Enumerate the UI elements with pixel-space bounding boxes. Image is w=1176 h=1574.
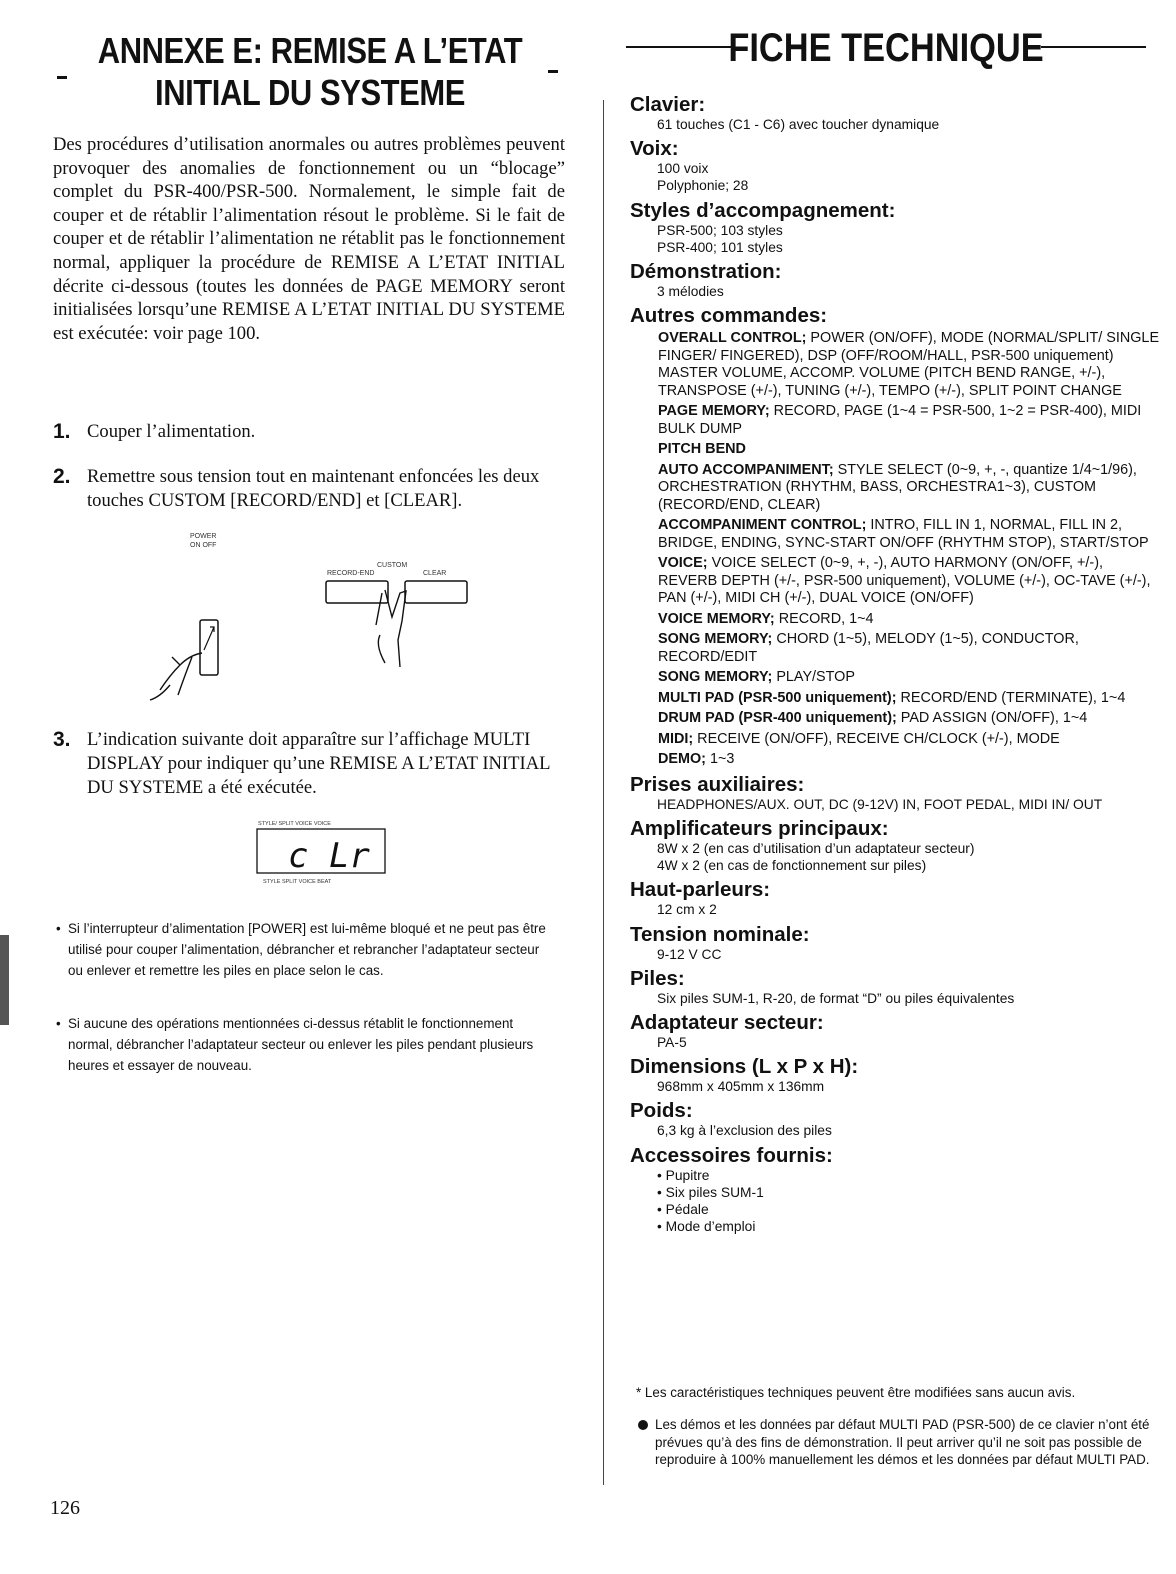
command-item — [658, 690, 1165, 708]
spec-heading: Adaptateur secteur: — [630, 1010, 824, 1034]
spec-line: 4W x 2 (en cas de fonctionnement sur piles) — [657, 858, 927, 874]
command-label: DRUM PAD (PSR-400 uniquement); — [658, 710, 897, 727]
spec-title-banner — [626, 24, 1146, 72]
command-text: CHORD (1~5), MELODY (1~5), CONDUCTOR, RECORD/EDIT — [658, 631, 1079, 665]
power-switch-drawing — [200, 620, 218, 675]
spec-line: 61 touches (C1 - C6) avec toucher dynamique — [657, 117, 940, 132]
spec-tension — [630, 923, 1165, 963]
command-item — [658, 611, 1165, 629]
command-label: VOICE; — [658, 555, 708, 572]
spec-line: • Pupitre — [657, 1167, 710, 1183]
command-label: ACCOMPANIMENT CONTROL; — [658, 517, 867, 534]
command-text: STYLE SELECT (0~9, +, -, quantize 1/4~1/96), ORCHESTRATION (RHYTHM, BASS, ORCHESTRA1~3), CUSTOM (RECORD/END, CLEAR) — [658, 461, 1137, 513]
step-text: Couper l’alimentation. — [87, 421, 256, 442]
spec-line: • Mode d’emploi — [657, 1219, 756, 1235]
spec-line: 8W x 2 (en cas d’utilisation d’un adaptateur secteur) — [657, 840, 975, 856]
spec-heading: Prises auxiliaires: — [630, 772, 805, 796]
command-item — [658, 403, 1165, 438]
demo-disclaimer — [637, 1416, 1157, 1469]
command-text: RECORD, PAGE (1~4 = PSR-500, 1~2 = PSR-400), MIDI BULK DUMP — [658, 403, 1142, 437]
spec-line: 6,3 kg à l’exclusion des piles — [657, 1123, 832, 1139]
spec-heading: Piles: — [630, 966, 685, 990]
spec-heading: Voix: — [630, 137, 679, 161]
command-text: VOICE SELECT (0~9, +, -), AUTO HARMONY (ON/OFF, +/-), REVERB DEPTH (+/-, PSR-500 uniquement), VOLUME (+/-), OC-TAVE (+/-), PAN (+/-), MIDI CH (+/-), DUAL VOICE (ON/OFF) — [658, 555, 1151, 607]
spec-heading: Démonstration: — [630, 260, 782, 284]
command-text: RECORD, 1~4 — [774, 610, 874, 627]
spec-list — [630, 93, 1165, 1239]
command-item — [658, 669, 1165, 687]
intro-paragraph: Des procédures d’utilisation anormales ou autres problèmes peuvent provoquer des anomalies de fonctionnement ou un “blocage” complet du PSR-400/PSR-500. Normalement, le simple fait de couper et de rétablir l’alimentation résout le problème. Si le fait de couper et de rétablir l’alimentation ne rétablit pas le fonctionnement normal, appliquer la procédure de REMISE A L’ETAT INITIAL décrite ci-dessous (toutes les données de PAGE MEMORY seront initialisées lorsqu’une REMISE A L’ETAT INITIAL DU SYSTEME est exécutée: voir page 100. — [53, 134, 565, 344]
step-text: Remettre sous tension tout en maintenant enfoncées les deux touches CUSTOM [RECORD/END] et [CLEAR]. — [87, 466, 540, 511]
custom-label: CUSTOM — [377, 562, 408, 569]
command-label: SONG MEMORY; — [658, 631, 773, 648]
note-text: Si aucune des opérations mentionnées ci-dessus rétablit le fonctionnement normal, débrancher l’adaptateur secteur ou enlever les piles pendant plusieurs heures et essayer de nouveau. — [68, 1016, 534, 1073]
command-item — [658, 441, 1165, 459]
on-off-label: ON OFF — [190, 542, 217, 549]
command-label: SONG MEMORY; — [658, 669, 773, 686]
command-label: VOICE MEMORY; — [658, 610, 775, 627]
step-text: L’indication suivante doit apparaître sur l’affichage MULTI DISPLAY pour indiquer qu’une REMISE A L’ETAT INITIAL DU SYSTEME a été exécutée. — [87, 729, 550, 798]
spec-prises — [630, 773, 1165, 813]
command-text: POWER (ON/OFF), MODE (NORMAL/SPLIT/ SINGLE FINGER/ FINGERED), DSP (OFF/ROOM/HALL, PSR-500 uniquement) MASTER VOLUME, ACCOMP. VOLUME (PITCH BEND RANGE, +/-), TRANSPOSE (+/-), TUNING (+/-), TEMPO (+/-), SPLIT POINT CHANGE — [658, 330, 1160, 399]
command-item — [658, 710, 1165, 728]
bullet: • — [56, 1016, 61, 1031]
bullet-dot-icon — [638, 1420, 648, 1430]
bullet: • — [56, 921, 61, 936]
command-text: INTRO, FILL IN 1, NORMAL, FILL IN 2, BRIDGE, ENDING, SYNC-START ON/OFF (RHYTHM STOP), START/STOP — [658, 517, 1149, 551]
annex-title — [78, 30, 542, 114]
clear-button-drawing — [405, 581, 467, 603]
note-power-blocked — [56, 918, 556, 981]
multi-display-illustration — [253, 815, 393, 895]
step-3 — [53, 728, 565, 800]
spec-accessoires — [630, 1144, 1165, 1236]
command-item — [658, 631, 1165, 666]
command-item — [658, 751, 1165, 769]
command-text: 1~3 — [705, 751, 735, 768]
command-label: PAGE MEMORY; — [658, 403, 770, 420]
spec-demonstration — [630, 260, 1165, 300]
command-item — [658, 330, 1165, 400]
display-bottom-labels: STYLE SPLIT VOICE BEAT — [263, 879, 332, 885]
step-number: 1. — [53, 420, 71, 443]
arrow-icon — [204, 627, 214, 650]
spec-line: 12 cm x 2 — [657, 902, 717, 918]
spec-line: PSR-500; 103 styles — [657, 222, 783, 238]
step-number: 2. — [53, 465, 71, 488]
spec-heading: Amplificateurs principaux: — [630, 816, 889, 840]
command-text: RECEIVE (ON/OFF), RECEIVE CH/CLOCK (+/-), MODE — [693, 730, 1060, 747]
power-reset-illustration — [130, 525, 490, 705]
command-item — [658, 555, 1165, 608]
spec-line: • Six piles SUM-1 — [657, 1184, 764, 1200]
spec-heading: Dimensions (L x P x H): — [630, 1055, 859, 1079]
spec-line: Six piles SUM-1, R-20, de format “D” ou piles équivalentes — [657, 990, 1015, 1006]
power-label: POWER — [190, 533, 217, 540]
note-text: Si l’interrupteur d’alimentation [POWER] est lui-même bloqué et ne peut pas être utilisé pour couper l’alimentation, débrancher et rebrancher l’adaptateur secteur ou enlever et remettre les piles en place selon le cas. — [68, 921, 546, 978]
side-edge-tab — [0, 935, 9, 1025]
display-reading: c Lr — [288, 836, 370, 876]
demo-disclaimer-text: Les démos et les données par défaut MULTI PAD (PSR-500) de ce clavier n’ont été prévues qu’à des fins de démonstration. Il peut arriver qu’il ne soit pas possible de reproduire à 100% manuellement les démos et les données par défaut MULTI PAD. — [655, 1417, 1150, 1467]
spec-heading: Clavier: — [630, 93, 706, 116]
spec-line: 100 voix — [657, 161, 709, 177]
spec-adaptateur — [630, 1011, 1165, 1051]
pressing-hand-icon — [150, 653, 202, 700]
spec-heading: Poids: — [630, 1099, 693, 1123]
two-finger-hand-icon — [376, 590, 406, 667]
spec-heading: Autres commandes: — [630, 304, 828, 328]
clear-label: CLEAR — [423, 570, 447, 577]
note-still-blocked — [56, 1013, 556, 1076]
command-text: RECORD/END (TERMINATE), 1~4 — [896, 689, 1126, 706]
spec-line: 968mm x 405mm x 136mm — [657, 1079, 825, 1095]
spec-amplificateurs — [630, 817, 1165, 874]
annex-title-line-2: INITIAL DU SYSTEME — [155, 72, 465, 113]
spec-dimensions — [630, 1055, 1165, 1095]
spec-clavier — [630, 93, 1165, 133]
spec-heading: Accessoires fournis: — [630, 1143, 833, 1167]
spec-line: PA-5 — [657, 1034, 687, 1050]
command-label: MULTI PAD (PSR-500 uniquement); — [658, 689, 897, 706]
step-1 — [53, 420, 565, 444]
title-tick-left — [57, 76, 67, 79]
spec-heading: Styles d’accompagnement: — [630, 198, 896, 222]
command-label: OVERALL CONTROL; — [658, 330, 807, 347]
spec-heading: Haut-parleurs: — [630, 878, 771, 902]
spec-footnote: * Les caractéristiques techniques peuvent être modifiées sans aucun avis. — [636, 1385, 1076, 1400]
step-number: 3. — [53, 728, 71, 751]
spec-line: HEADPHONES/AUX. OUT, DC (9-12V) IN, FOOT PEDAL, MIDI IN/ OUT — [657, 796, 1103, 812]
spec-heading: Tension nominale: — [630, 922, 810, 946]
page-number: 126 — [50, 1497, 80, 1519]
spec-styles — [630, 199, 1165, 256]
spec-autres-commandes — [630, 304, 1165, 769]
spec-line: Polyphonie; 28 — [657, 178, 749, 194]
command-label: PITCH BEND — [658, 441, 746, 458]
command-item — [658, 731, 1165, 749]
spec-line: 3 mélodies — [657, 284, 724, 300]
command-text: PLAY/STOP — [772, 669, 855, 686]
command-item — [658, 517, 1165, 552]
spec-poids — [630, 1099, 1165, 1139]
spec-line: • Pédale — [657, 1201, 709, 1217]
title-tick-right — [548, 70, 558, 73]
column-divider — [603, 100, 604, 1485]
command-label: MIDI; — [658, 730, 694, 747]
command-label: AUTO ACCOMPANIMENT; — [658, 461, 834, 478]
annex-title-line-1: ANNEXE E: REMISE A L’ETAT — [97, 30, 523, 71]
spec-voix — [630, 137, 1165, 194]
command-text: PAD ASSIGN (ON/OFF), 1~4 — [896, 710, 1088, 727]
spec-line: 9-12 V CC — [657, 946, 722, 962]
step-2 — [53, 465, 565, 513]
record-end-button-drawing — [326, 581, 388, 603]
record-end-label: RECORD-END — [327, 570, 375, 577]
spec-piles — [630, 967, 1165, 1007]
spec-title: FICHE TECHNIQUE — [728, 26, 1044, 70]
spec-haut-parleurs — [630, 878, 1165, 918]
spec-line: PSR-400; 101 styles — [657, 239, 783, 255]
command-label: DEMO; — [658, 751, 706, 768]
display-top-labels: STYLE/ SPLIT VOICE VOICE — [258, 821, 331, 827]
command-item — [658, 462, 1165, 515]
